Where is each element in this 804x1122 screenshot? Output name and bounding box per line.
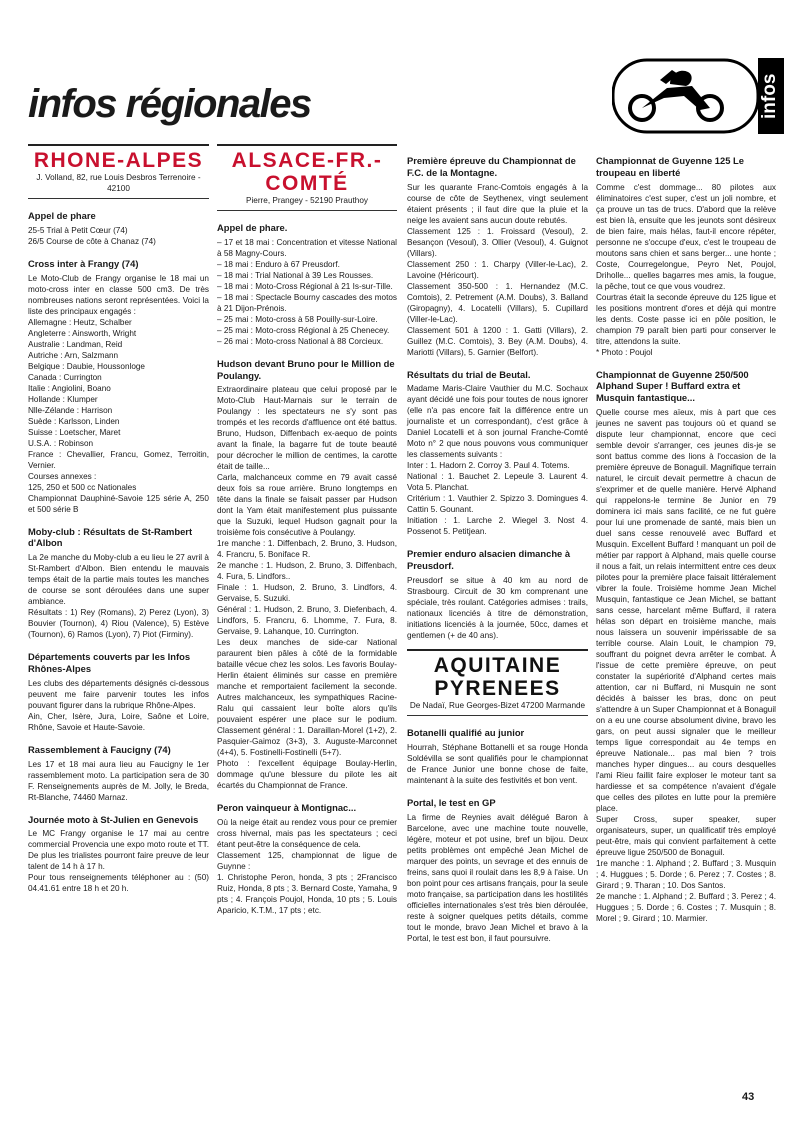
- article-paragraph: 26/5 Course de côte à Chanaz (74): [28, 236, 156, 246]
- article-title: Championnat de Guyenne 125 Le troupeau en liberté: [596, 155, 744, 178]
- page-title: infos régionales: [28, 82, 311, 126]
- article-paragraph: Classement 250 : 1. Charpy (Viller-le-Lac), 2. Lavoine (Héricourt).: [407, 259, 588, 280]
- article: [407, 797, 588, 944]
- article-paragraph: 1. Christophe Peron, honda, 3 pts ; 2Francisco Ruiz, Honda, 8 pts ; 3. Bernard Coste, Yamaha, 9 pts ; 4. François Poujol, Honda, 10 pts ; 5. Louis Aparicio, K.T.M., 17 pts ; etc.: [217, 873, 397, 916]
- infos-logo: [612, 56, 784, 136]
- article-paragraph: France : Chevallier, Francu, Gomez, Terroitin, Vernier.: [28, 449, 209, 470]
- article-paragraph: Où la neige était au rendez vous pour ce premier cross hivernal, mais pas les spectateurs ; ceci étant peut-être la conséquence de cela.: [217, 818, 397, 850]
- article: [28, 814, 209, 895]
- article-paragraph: Angleterre : Ainsworth, Wright: [28, 328, 137, 338]
- article-paragraph: La firme de Reynies avait délégué Baron à Barcelone, avec une machine toute nouvelle, légère, moteur et pot usine, bref un bijou. Deux petits problèmes ont empêché Jean Michel de marquer des points, un sevrage et des ennuis de freins, sans quoi il roulait dans les 8,9 à l'aise. Un bon point pour ces artisans français, pour la seule moto française, sa participation dans les hostilités officielles internationales s'est très bien déroulée, reste à soigner quelques petits détails, comme tout le monde, bravo Jean Michel et bravo à la Portal, le test est bon, il faut poursuivre.: [407, 812, 588, 943]
- article-paragraph: 1re manche : 1. Diffenbach, 2. Bruno, 3. Hudson, 4. Francru, 5. Boniface R.: [217, 539, 397, 560]
- article-paragraph: Belgique : Daubie, Houssonloge: [28, 361, 145, 371]
- article-paragraph: Extraordinaire plateau que celui proposé par le Moto-Club Haut-Marnais sur le terrain de Poulangy : les spectateurs ne s'y sont pas trompés et les records d'affluence ont été battus. Bruno, Hudson, Diffenbach ex-aequo de points avant la finale, la bagarre fut de toute beauté pour décrocher le million de centimes, la carotte était de taille...: [217, 385, 397, 472]
- article-paragraph: Comme c'est dommage... 80 pilotes aux éliminatoires c'est super, c'est un joli nombre, et ça prouve un tas de trucs. D'abord que la relève est bien là, ensuite que les jeunots sont désireux de bien faire, mais hélas, faut-il encore répéter, personne ne s'occupe d'eux, c'est le troupeau de moutons sans chien et sans berger... une honte ; Coste, Courregelongue, Peyro Net, Poujol, Driholle... quelles bagarres mes amis, la fougue, la pêche, tout ce que vous voudrez.: [596, 182, 776, 291]
- article-title: Hudson devant Bruno pour le Million de Poulangy.: [217, 357, 395, 381]
- article-paragraph: – 25 mai : Moto-cross Régional à 25 Chenecey.: [217, 325, 390, 335]
- articles: [217, 222, 397, 916]
- article-paragraph: Super Cross, super speaker, super organisateurs, super, un qualificatif très employé peut-être, mais qui convient parfaitement à cette épreuve ligue 250/500 de Bonaguil.: [596, 814, 776, 857]
- article-paragraph: Classement 350-500 : 1. Hernandez (M.C. Comtois), 2. Petrement (A.M. Doubs), 3. Balland (Giropagny), 4. Locatelli (Villars), 5. Cupillard (Viller-le-Lac).: [407, 281, 588, 324]
- article-paragraph: Suisse : Loetscher, Maret: [28, 427, 121, 437]
- article-paragraph: Nlle-Zélande : Harrison: [28, 405, 113, 415]
- correspondent-address: Pierre, Prangey - 52190 Prauthoy: [217, 195, 397, 211]
- article: [407, 548, 588, 641]
- article: [407, 727, 588, 786]
- article: [28, 744, 209, 803]
- article-paragraph: Classement 125, championnat de ligue de Guynne :: [217, 851, 397, 872]
- article-title: Rassemblement à Faucigny (74): [28, 743, 171, 755]
- article-paragraph: Classement 125 : 1. Froissard (Vesoul), 2. Besançon (Vesoul), 3. Ollier (Vesoul), 4. Guignot (Villars).: [407, 226, 588, 258]
- article-title: Départements couverts par les Infos Rhônes-Alpes: [28, 651, 191, 674]
- column-rhone-alpes: [28, 144, 209, 894]
- region-heading: AQUITAINE PYRENEES: [407, 649, 588, 700]
- article-title: Premier enduro alsacien dimanche à Preusdorf.: [407, 548, 571, 572]
- article-paragraph: 2e manche : 1. Alphand ; 2. Buffard ; 3. Perez ; 4. Huggues ; 5. Dorde ; 6. Costes ; 7. Musquin ; 8. Morel ; 9. Girard ; 10. Marmier.: [596, 891, 776, 923]
- articles: [28, 210, 209, 894]
- article: [217, 358, 397, 792]
- correspondent-address: De Nadaï, Rue Georges-Bizet 47200 Marmande: [407, 700, 588, 716]
- article-paragraph: Courtras était la seconde épreuve du 125 ligue et les positions montrent d'ores et déjà qui montre les dents. Coste passe ici en pôle position, le champion 79 paraît bien parti pour conserver le titre, attendons la suite.: [596, 292, 776, 346]
- article-paragraph: Ain, Cher, Isère, Jura, Loire, Saône et Loire, Rhône, Savoie et Haute-Savoie.: [28, 711, 209, 732]
- article-paragraph: Inter : 1. Hadorn 2. Corroy 3. Paul 4. Totems.: [407, 461, 570, 471]
- article-paragraph: Australie : Landman, Reid: [28, 339, 123, 349]
- article: [217, 802, 397, 916]
- article-paragraph: National : 1. Bauchet 2. Lepeule 3. Laurent 4. Vota 5. Planchat.: [407, 472, 588, 493]
- article-paragraph: Général : 1. Hudson, 2. Bruno, 3. Diefenbach, 4. Lindfors, 5. Francru, 6. Lhomme, 7. Fura, 8. Gervaise, 9. Lahanque, 10. Currington.: [217, 605, 397, 637]
- article-paragraph: Le Moto-Club de Frangy organise le 18 mai un moto-cross inter en classe 500 cm3. De très nombreuses nations seront représentées. Voici la liste des principaux engagés :: [28, 273, 209, 316]
- column-alsace-fr-comte: [217, 144, 397, 916]
- article-paragraph: – 25 mai : Moto-cross à 58 Pouilly-sur-Loire.: [217, 314, 378, 324]
- articles: [407, 155, 588, 641]
- article-paragraph: Pour tous renseignements téléphoner au : (50) 04.41.61 entre 18 h et 20 h.: [28, 873, 209, 894]
- article-paragraph: Le MC Frangy organise le 17 mai au centre commercial Provencia une expo moto route et TT. De plus les trialistes pourront faire preuve de leur talent de 14 h à 17 h.: [28, 829, 209, 872]
- article-title: Moby-club : Résultats de St-Rambert d'Albon: [28, 525, 193, 549]
- article-paragraph: U.S.A. : Robinson: [28, 438, 94, 448]
- article-paragraph: – 17 et 18 mai : Concentration et vitesse National à 58 Magny-Cours.: [217, 237, 397, 258]
- article-paragraph: Carla, malchanceux comme en 79 avait cassé deux fois sa roue arrière. Bruno longtemps en tête dans la finale se faisait passer par Hudson dont la Yam était manifestement plus puissante que la Suzuki, lequel Hudson gagnait pour la troisième fois consécutive à Poulangy.: [217, 473, 397, 538]
- page-number: 43: [742, 1091, 755, 1103]
- article-paragraph: 2e manche : 1. Hudson, 2. Bruno, 3. Diffenbach, 4. Fura, 5. Lindfors..: [217, 561, 397, 582]
- article-title: Portal, le test en GP: [407, 796, 496, 808]
- article: [28, 526, 209, 641]
- article-paragraph: – 18 mai : Enduro à 67 Preusdorf.: [217, 259, 340, 269]
- article-paragraph: Les clubs des départements désignés ci-dessous peuvent me faire parvenir toutes les infos pouvant figurer dans la rubrique Rhône-Alpes.: [28, 678, 209, 710]
- article-paragraph: Photo : l'excellent équipage Boulay-Herlin, dommage qu'une blessure du pilote les ait écartés du Championnat de France.: [217, 759, 397, 791]
- article-title: Cross inter à Frangy (74): [28, 257, 139, 269]
- article-paragraph: Hourrah, Stéphane Bottanelli et sa rouge Honda Soldévilla se sont qualifiés pour le championnat de France Junior une bonne chose de faite, maintenant à la suite des festivités et bon vent.: [407, 742, 588, 785]
- article-title: Journée moto à St-Julien en Genevois: [28, 813, 199, 825]
- article-paragraph: – 18 mai : Spectacle Bourny cascades des motos à 21 Dijon-Prénois.: [217, 292, 397, 313]
- article-title: Championnat de Guyenne 250/500 Alphand Super ! Buffard extra et Musquin fantastique...: [596, 368, 749, 404]
- article-title: Appel de phare: [28, 210, 96, 221]
- article: [28, 210, 209, 247]
- article-paragraph: Autriche : Arn, Salzmann: [28, 350, 119, 360]
- article-paragraph: Suède : Karlsson, Linden: [28, 416, 120, 426]
- article-paragraph: Quelle course mes aïeux, mis à part que ces jeunes ne savent pas toujours où et quand se dispute leur championnat, encore que ceci semble devoir s'arranger, ces jeunes dis-je se sont battus comme des lions à l'occasion de la première épreuve de Bonaguil. Magnifique terrain naturel, le circuit devait permettre à chacun de s'exprimer et de quelle manière. Hervé Alphand qui rappelons-le termine 8e Junior en 79 dominera ici mais sans facilité, ce ne fut guère pour lui une promenade de santé, mais bien un duel sans cesse renouvelé avec Buffard et Musquin. Excellent Buffard ! manquant un poil de métier par rapport à Alphand, mais quelle course il nous a fait, un relais intermittent entre ces deux pilotes pour la première place faisait littéralement vibrer la foule. Troisième homme Jean Michel Musquin, fantastique ce Jean Michel, se battant sans cesse, harcelant même Buffard, il ratera hélas son départ en troisième manche, mais nous laissera un souvenir impérissable de sa terrible course. Alain Louit, le champion 79, souffrant du poignet devra arrêter le combat. À l'issue de cette première épreuve, on peut constater la supériorité d'Alphand certes mais attention, car ni Buffard, ni Musquin ne sont décidés à baisser les bras, donc on peut s'attendre à un Super Championnat et à Bonaguil on a eu une course absolument divine, bravo les gars, on peut aussi signaler que le meilleur temps ligue correspondait au 4e temps en épreuve Nationale... pas mal bien ? trois manches hyper dingues... au cours desquelles l'ami Rieu faillit faire exploser le moteur tant sa hardiesse et sa compétence n'avaient d'égale que celles des pilotes en lutte pour la première place.: [596, 407, 776, 813]
- article-paragraph: Critérium : 1. Vauthier 2. Spizzo 3. Domingues 4. Cattin 5. Gounant.: [407, 494, 588, 515]
- column-guyenne: [596, 144, 776, 924]
- article-paragraph: 1re manche : 1. Alphand ; 2. Buffard ; 3. Musquin ; 4. Huggues ; 5. Dorde ; 6. Perez ; 7. Costes ; 8. Girard ; 9. Tharan ; 10. Dos Santos.: [596, 858, 776, 890]
- article-paragraph: Canada : Currington: [28, 372, 102, 382]
- article: [217, 222, 397, 347]
- article-paragraph: Finale : 1. Hudson, 2. Bruno, 3. Lindfors, 4. Gervaise, 5. Suzuki.: [217, 583, 397, 604]
- article: [28, 651, 209, 733]
- article-paragraph: Sur les quarante Franc-Comtois engagés à la course de côte de Seythenex, vingt seulement étaient présents ; il faut dire que la pluie et la neige les avaient sans aucun doute rebutés.: [407, 182, 588, 225]
- articles: [596, 155, 776, 924]
- article-title: Botanelli qualifié au junior: [407, 726, 525, 738]
- article-paragraph: Les 17 et 18 mai aura lieu au Faucigny le 1er rassemblement moto. La participation sera de 30 F. Renseignements auprès de M. Jolly, le Breda, Rt-Blanche, 74460 Marnaz.: [28, 759, 209, 802]
- logo-text: infos: [759, 73, 780, 119]
- article-paragraph: Allemagne : Heutz, Schalber: [28, 317, 132, 327]
- article-paragraph: Italie : Angiolini, Boano: [28, 383, 111, 393]
- article-paragraph: Les deux manches de side-car National paraurent bien pâles à côté de la formidable bataille vécue chez les solos. Les favoris Boulay-Herlin étaient éliminés sur casse en première manche et remportaient facilement la seconde. Autres malchanceux, les sympathiques Racine-Ralu qui cassaient leur boîte alors qu'ils pouvaient espérer une place sur le podium. Classement général : 1. Daraillan-Morel (1+2), 2. Pasquier-Gaimoz (3+3), 3. Auguste-Marconnet (4+4), 5. Fostinelli-Fostinelli (5+7).: [217, 638, 397, 758]
- article: [28, 258, 209, 515]
- article: [596, 155, 776, 358]
- article-paragraph: Courses annexes :: [28, 471, 97, 481]
- article-title: Peron vainqueur à Montignac...: [217, 802, 357, 814]
- article-paragraph: Hollande : Klumper: [28, 394, 98, 404]
- article-title: Résultats du trial de Beutal.: [407, 368, 531, 380]
- article-paragraph: Madame Maris-Claire Vauthier du M.C. Sochaux ayant décidé une fois pour toutes de nous ignorer (elle n'a pas encore fait la différence entre un journaliste et un correspondant), c'est grâce à Daniel Locatelli et à son journal Franche-Comté Moto n° 2 que nous pouvons vous communiquer les classements suivants :: [407, 384, 588, 460]
- article-paragraph: Preusdorf se situe à 40 km au nord de Strasbourg. Circuit de 30 km comprenant une spéciale, très roulant. Catégories admises : trails, nationaux licenciés à titre de démonstration, initiations licenciés à la journée, 50cc, dames et gentlemen (+ de 40 ans).: [407, 575, 588, 640]
- article-paragraph: * Photo : Poujol: [596, 347, 653, 357]
- article-paragraph: 125, 250 et 500 cc Nationales: [28, 482, 137, 492]
- article-paragraph: Classement 501 à 1200 : 1. Gatti (Villars), 2. Guillez (M.C. Comtois), 3. Bey (A.M. Doubs), 4. Mariotti (Villars), 5. Garnier (Belfort).: [407, 325, 588, 357]
- article-paragraph: Résultats : 1) Rey (Romans), 2) Perez (Lyon), 3) Bouvier (Tournon), 4) Riou (Valence), 5) Estève (Tournon), 6) Ramos (Lyon), 7) Piot (Firminy).: [28, 608, 209, 640]
- correspondent-address: J. Volland, 82, rue Louis Desbros Terrenoire - 42100: [28, 172, 209, 199]
- article: [407, 155, 588, 358]
- article-title: Appel de phare.: [217, 222, 288, 233]
- region-heading: ALSACE-FR.-COMTÉ: [217, 144, 397, 195]
- region-heading: RHONE-ALPES: [28, 144, 209, 172]
- article-paragraph: – 18 mai : Trial National à 39 Les Rousses.: [217, 270, 374, 280]
- article-paragraph: La 2e manche du Moby-club a eu lieu le 27 avril à St-Rambert d'Albon. Bien entendu le mauvais temps était de la partie mais toutes les manches de course se sont déroulées dans une super ambiance.: [28, 553, 209, 607]
- article-paragraph: 25-5 Trial à Petit Cœur (74): [28, 225, 128, 235]
- article-title: Première épreuve du Championnat de F.C. de la Montagne.: [407, 155, 576, 178]
- article-paragraph: Championnat Dauphiné-Savoie 125 série A, 250 et 500 série B: [28, 493, 209, 514]
- column-middle: [407, 144, 588, 944]
- article-paragraph: – 26 mai : Moto-cross National à 88 Corcieux.: [217, 336, 384, 346]
- article-paragraph: Initiation : 1. Larche 2. Wiegel 3. Nost 4. Possenot 5. Petitjean.: [407, 516, 588, 537]
- article-paragraph: – 18 mai : Moto-Cross Régional à 21 Is-sur-Tille.: [217, 281, 393, 291]
- article: [407, 369, 588, 538]
- articles: [407, 727, 588, 944]
- article: [596, 369, 776, 924]
